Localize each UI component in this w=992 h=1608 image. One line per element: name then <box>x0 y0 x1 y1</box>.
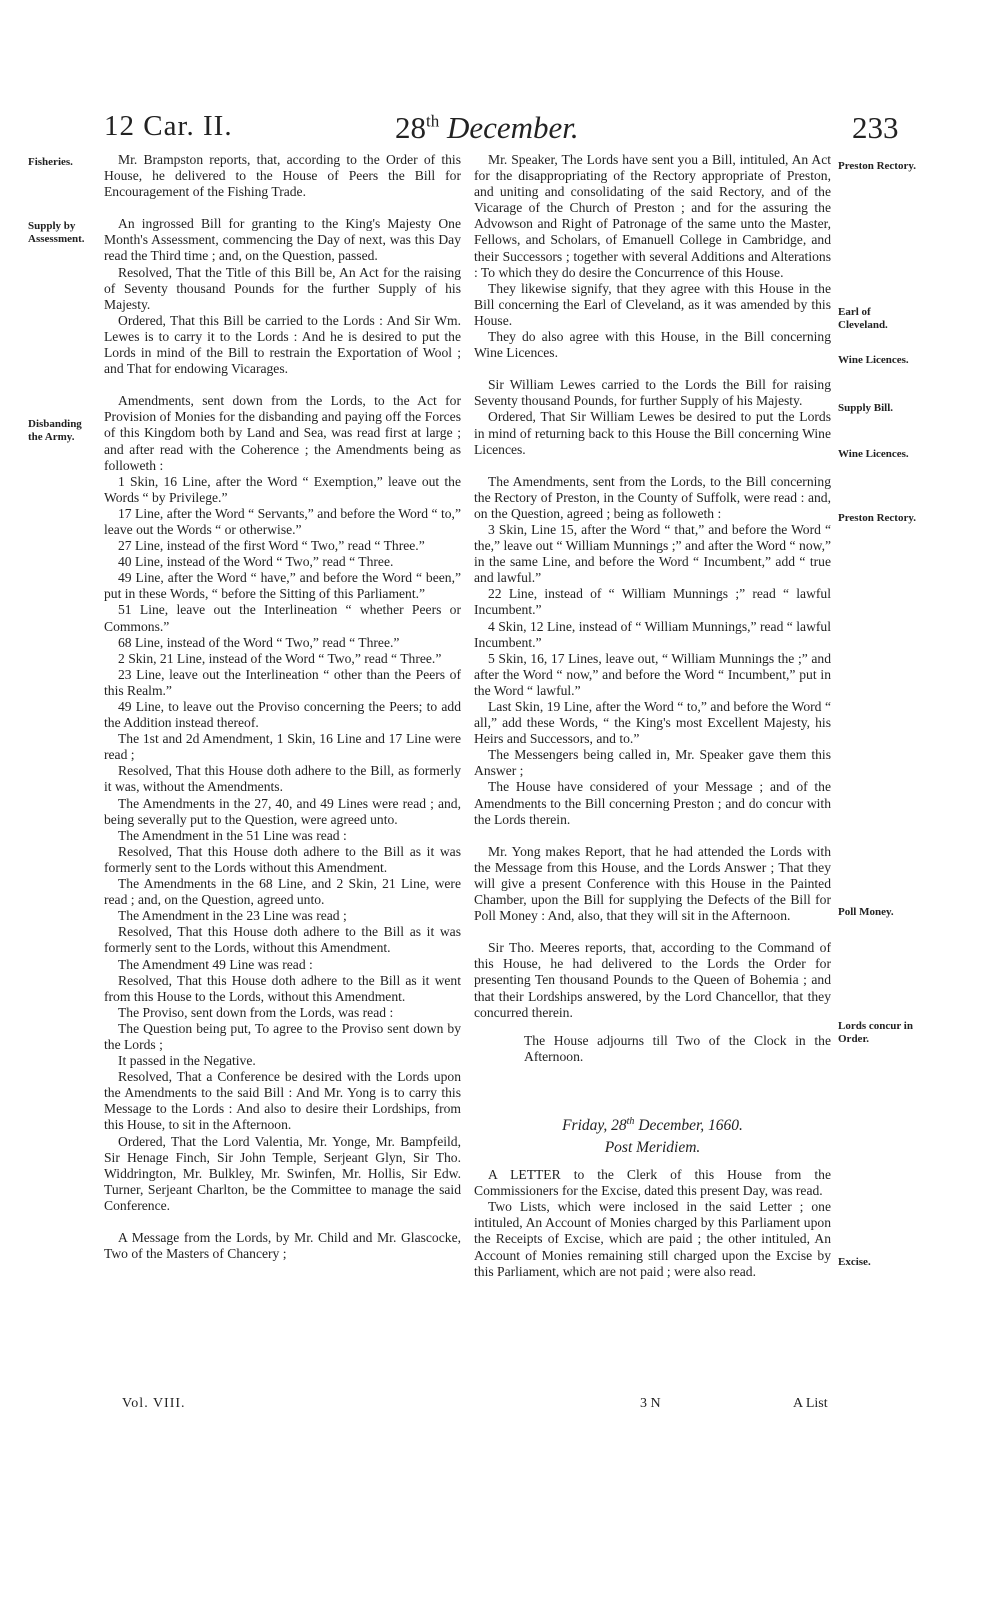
margin-note-lords-concur: Lords concur in Order. <box>838 1020 913 1045</box>
paragraph: Mr. Yong makes Report, that he had attended the Lords with the Message from this House, and the Lords Answer ; That they will give a present Conference with this House in the Painted Chamber, upon the Bill for supplying the Defects of the Bill for Poll Money : And, also, that they will sit in the Afternoon. <box>474 843 831 924</box>
paragraph: A LETTER to the Clerk of this House from the Commissioners for the Excise, dated this present Day, was read. <box>474 1167 831 1199</box>
paragraph: 68 Line, instead of the Word “ Two,” read “ Three.” <box>118 634 400 650</box>
paragraph: 27 Line, instead of the first Word “ Two,” read “ Three.” <box>118 538 425 554</box>
paragraph: The House have considered of your Message ; and of the Amendments to the Bill concerning Preston ; and do concur with the Lords therein. <box>474 779 831 827</box>
paragraph: 22 Line, instead of “ William Munnings ;” read “ lawful Incumbent.” <box>474 586 831 618</box>
margin-note-preston-rectory: Preston Rectory. <box>838 160 916 172</box>
paragraph: Mr. Speaker, The Lords have sent you a Bill, intituled, An Act for the disappropriating of the Rectory appropriate of Preston, and uniting and consolidating of the said Rectory, and of the Vicarage of the Church of Preston ; and for the assuring the Advowson and Right of Patronage of the same unto the Master, Fellows, and Scholars, of Emanuell College in Cambridge, and their Successors ; together with several Additions and Alterations : To which they do desire the Concurrence of this House. <box>474 152 831 280</box>
left-column <box>104 152 461 1262</box>
paragraph: An ingrossed Bill for granting to the King's Majesty One Month's Assessment, commencing the Day of next, was this Day read the Third time ; and, on the Question, passed. <box>104 216 461 264</box>
paragraph: 23 Line, leave out the Interlineation “ other than the Peers of this Realm.” <box>104 666 461 698</box>
margin-note-disbanding: Disbanding the Army. <box>28 418 82 443</box>
signature-mark: 3 N <box>640 1396 661 1411</box>
post-meridiem: Post Meridiem. <box>604 1139 701 1157</box>
paragraph: A Message from the Lords, by Mr. Child and Mr. Glascocke, Two of the Masters of Chancery ; <box>104 1230 461 1262</box>
paragraph: The Amendments in the 68 Line, and 2 Skin, 21 Line, were read ; and, on the Question, agreed unto. <box>104 876 461 908</box>
paragraph: The Amendment 49 Line was read : <box>118 956 313 972</box>
afternoon-date-heading <box>474 1111 831 1137</box>
paragraph: Ordered, That the Lord Valentia, Mr. Yonge, Mr. Bampfeild, Sir Henage Finch, Sir John Temple, Serjeant Glyn, Sir Tho. Widdrington, Mr. Bulkley, Mr. Swinfen, Mr. Hollis, Sir Edw. Turner, Serjeant Charlton, be the Committee to manage the said Conference. <box>104 1133 461 1213</box>
page-number: 233 <box>852 110 899 145</box>
date-heading <box>395 110 579 146</box>
paragraph: 3 Skin, Line 15, after the Word “ that,” and before the Word “ the,” leave out “ William Munnings ;” and after the Word “ now,” in the same Line, and before the Word “ Incumbent,” add “ true and lawful.” <box>474 521 831 586</box>
margin-note-supply-assessment: Supply by Assessment. <box>28 220 85 245</box>
paragraph: The 1st and 2d Amendment, 1 Skin, 16 Line and 17 Line were read ; <box>104 731 461 763</box>
volume-number: Vol. VIII. <box>122 1396 186 1411</box>
margin-note-fisheries: Fisheries. <box>28 156 73 168</box>
paragraph: The Messengers being called in, Mr. Speaker gave them this Answer ; <box>474 747 831 779</box>
paragraph: The Amendments in the 27, 40, and 49 Lines were read ; and, being severally put to the Question, were agreed unto. <box>104 795 461 827</box>
month-year: December, 1660. <box>638 1117 743 1135</box>
paragraph: Resolved, That this House doth adhere to the Bill as it was formerly sent to the Lords without this Amendment. <box>104 843 461 875</box>
paragraph: 4 Skin, 12 Line, instead of “ William Munnings,” read “ lawful Incumbent.” <box>474 618 831 650</box>
paragraph: The Amendments, sent from the Lords, to the Bill concerning the Rectory of Preston, in the County of Suffolk, were read : and, on the Question, agreed ; being as followeth : <box>474 473 831 521</box>
paragraph: Resolved, That this House doth adhere to the Bill as it went from this House to the Lords, without this Amendment. <box>104 972 461 1004</box>
paragraph: It passed in the Negative. <box>118 1053 256 1069</box>
header-day: 28 <box>395 110 426 145</box>
paragraph: The Proviso, sent down from the Lords, was read : <box>118 1004 394 1020</box>
margin-note-wine-licences: Wine Licences. <box>838 354 909 366</box>
paragraph: Resolved, That the Title of this Bill be, An Act for the raising of Seventy thousand Pounds for the further Supply of his Majesty. <box>104 264 461 312</box>
paragraph: The Question being put, To agree to the Proviso sent down by the Lords ; <box>104 1020 461 1052</box>
paragraph: They likewise signify, that they agree with this House in the Bill concerning the Earl of Cleveland, as it was amended by this House. <box>474 280 831 328</box>
paragraph: 40 Line, instead of the Word “ Two,” read “ Three. <box>118 554 394 570</box>
paragraph: They do also agree with this House, in the Bill concerning Wine Licences. <box>474 329 831 361</box>
paragraph: Resolved, That this House doth adhere to the Bill as it was formerly sent to the Lords, without this Amendment. <box>104 924 461 956</box>
margin-note-preston-rectory-2: Preston Rectory. <box>838 512 916 524</box>
paragraph: Two Lists, which were inclosed in the said Letter ; one intituled, An Account of Monies charged by this Parliament upon the Receipts of Excise, which are paid ; the other intituled, An Account of Monies remaining still charged upon the Excise by this Parliament, which are not paid ; were also read. <box>474 1199 831 1279</box>
weekday: Friday, <box>562 1117 608 1135</box>
adjournment: The House adjourns till Two of the Clock in the Afternoon. <box>524 1032 831 1064</box>
margin-note-excise: Excise. <box>838 1256 871 1268</box>
paragraph: 17 Line, after the Word “ Servants,” and before the Word “ to,” leave out the Words “ or otherwise.” <box>104 505 461 537</box>
margin-note-earl-cleveland: Earl of Cleveland. <box>838 306 888 331</box>
paragraph: Resolved, That this House doth adhere to the Bill, as formerly it was, without the Amendments. <box>104 763 461 795</box>
day: 28 <box>611 1117 627 1135</box>
day-suffix: th <box>626 1115 635 1127</box>
regnal-year: 12 Car. II. <box>104 110 233 142</box>
running-head <box>0 110 992 150</box>
paragraph: The Amendment in the 23 Line was read ; <box>118 908 347 924</box>
paragraph: Ordered, That Sir William Lewes be desired to put the Lords in mind of returning back to this House the Bill concerning Wine Licences. <box>474 409 831 457</box>
paragraph: Ordered, That this Bill be carried to the Lords : And Sir Wm. Lewes is to carry it to the Lords : And he is desired to put the Lords in mind of the Bill to restrain the Exportation of Wool ; and That for endowing Vicarages. <box>104 312 461 377</box>
paragraph: Sir Tho. Meeres reports, that, according to the Command of this House, he had delivered to the Lords the Order for presenting Ten thousand Pounds to the Queen of Bohemia ; and that their Lordships answered, by the Lord Chancellor, that they concurred therein. <box>474 940 831 1020</box>
paragraph: 51 Line, leave out the Interlineation “ whether Peers or Commons.” <box>104 602 461 634</box>
paragraph: Last Skin, 19 Line, after the Word “ to,” and before the Word “ all,” add these Words, “ the King's most Excellent Majesty, his Heirs and Successors, and to.” <box>474 699 831 747</box>
paragraph: Amendments, sent down from the Lords, to the Act for Provision of Monies for the disbanding and paying off the Forces of this Kingdom both by Land and Sea, was read first at large ; and after read with the Coherence ; the Amendments being as followeth : <box>104 393 461 473</box>
header-day-suffix: th <box>426 111 440 131</box>
paragraph: 2 Skin, 21 Line, instead of the Word “ Two,” read “ Three.” <box>118 650 442 666</box>
header-month: December. <box>446 110 579 145</box>
paragraph: 1 Skin, 16 Line, after the Word “ Exemption,” leave out the Words “ by Privilege.” <box>104 473 461 505</box>
right-column <box>474 152 831 1280</box>
margin-note-wine-licences-2: Wine Licences. <box>838 448 909 460</box>
paragraph: 49 Line, after the Word “ have,” and before the Word “ been,” put in these Words, “ before the Sitting of this Parliament.” <box>104 570 461 602</box>
catchword: A List <box>793 1396 828 1411</box>
paragraph: Sir William Lewes carried to the Lords the Bill for raising Seventy thousand Pounds, for further Supply of his Majesty. <box>474 377 831 409</box>
margin-note-supply-bill: Supply Bill. <box>838 402 894 414</box>
paragraph: Resolved, That a Conference be desired with the Lords upon the Amendments to the said Bill : And Mr. Yong is to carry this Message to the Lords : And also to desire their Lordships, from this House, to sit in the Afternoon. <box>104 1069 461 1133</box>
paragraph: 49 Line, to leave out the Proviso concerning the Peers; to add the Addition instead thereof. <box>104 699 461 731</box>
paragraph: 5 Skin, 16, 17 Lines, leave out, “ William Munnings the ;” and after the Word “ now,” and before the Word “ Incumbent,” put in the Word “ lawful.” <box>474 650 831 698</box>
paragraph: Mr. Brampston reports, that, according to the Order of this House, he delivered to the House of Peers the Bill for Encouragement of the Fishing Trade. <box>104 152 461 200</box>
paragraph: The Amendment in the 51 Line was read : <box>118 827 347 843</box>
margin-note-poll-money: Poll Money. <box>838 906 894 918</box>
